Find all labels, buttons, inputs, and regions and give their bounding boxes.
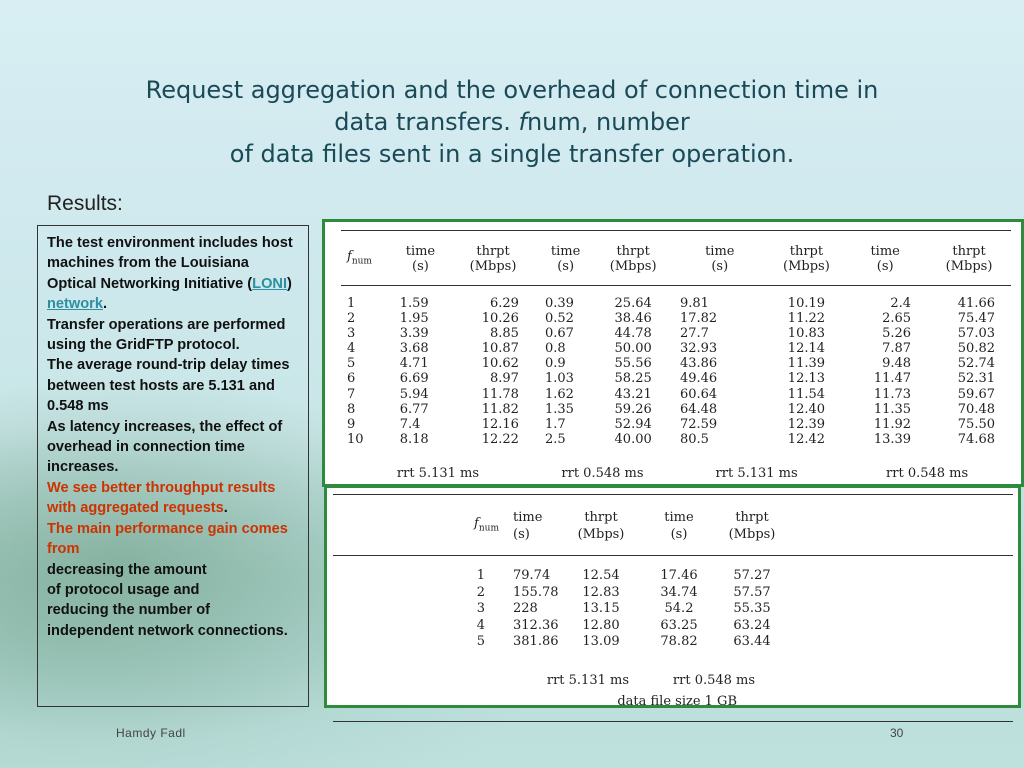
results-table-panel-2 (324, 486, 1021, 708)
table-cell: 12.13 (787, 371, 826, 387)
table-cell: 10.19 (787, 296, 826, 311)
table-cell: 63.25 (660, 617, 698, 633)
rtt-cell: rrt 0.548 ms (886, 465, 969, 481)
title-line-2-prefix: data transfers. (334, 108, 519, 136)
table-cell: 59.26 (614, 401, 652, 417)
header-top: time (405, 244, 436, 259)
table-cell: 8.97 (489, 371, 519, 387)
table-cell: 1 (347, 296, 356, 311)
header-unit: (Mbps) (783, 259, 830, 274)
table-cell: 43.86 (679, 356, 718, 372)
table-cell: 52.31 (957, 371, 995, 387)
table-cell: 10.62 (481, 356, 519, 372)
table-cell: 58.25 (614, 371, 652, 387)
table-row (341, 326, 1011, 341)
table-cell: 50.82 (957, 341, 995, 357)
table-cell: 11.35 (873, 401, 912, 417)
title-line-2-suffix: num, number (526, 108, 690, 136)
table-cell: 1.95 (399, 311, 429, 327)
table-cell: 11.54 (787, 386, 826, 402)
header-top: time (664, 510, 694, 525)
column-header (770, 231, 844, 286)
table-cell: 12.39 (787, 416, 826, 432)
table-cell: 7.4 (399, 416, 421, 432)
table-cell: 0.52 (544, 311, 574, 327)
table-row (333, 618, 1013, 635)
text-paragraph-7: decreasing the amount (47, 561, 207, 578)
rtt-cell: rrt 5.131 ms (546, 672, 629, 688)
table-cell: 13.15 (582, 601, 620, 617)
results-table-1-body (341, 286, 1011, 453)
table-cell: 38.46 (614, 311, 652, 327)
column-header (535, 231, 596, 286)
table-cell: 9 (347, 416, 356, 432)
results-table-1 (341, 230, 1011, 514)
text-paragraph-8: of protocol usage and (47, 581, 200, 598)
fnum-label: f (347, 248, 352, 264)
text-paragraph-9: reducing the number of independent network connections. (47, 602, 288, 639)
table-cell: 79.74 (513, 568, 551, 583)
title-line-2 (100, 106, 924, 138)
table-cell: 10 (347, 431, 364, 447)
table-cell: 1 (476, 568, 485, 583)
table-cell: 2 (476, 584, 485, 600)
table-row (333, 556, 1013, 585)
slide-title (100, 74, 924, 170)
table-cell: 52.94 (614, 416, 652, 432)
empty-header (787, 495, 1013, 556)
table-cell: 0.67 (544, 326, 574, 342)
table-row (341, 341, 1011, 356)
table-row (341, 432, 1011, 453)
header-top: thrpt (952, 244, 986, 259)
rtt-cell: rrt 0.548 ms (561, 465, 644, 481)
header-unit: (Mbps) (945, 259, 993, 274)
header-unit: (s) (513, 527, 530, 542)
table-cell: 2.5 (544, 431, 566, 447)
header-unit: (Mbps) (609, 259, 657, 274)
table-cell: 4 (347, 341, 356, 357)
rtt-row (341, 453, 1011, 485)
column-header (927, 231, 1011, 286)
header-unit: (Mbps) (469, 259, 517, 274)
table-cell: 8.18 (399, 431, 429, 447)
table-cell: 228 (513, 601, 538, 617)
text-paragraph-3: The average round-trip delay times between test hosts are 5.131 and 0.548 ms (47, 357, 290, 415)
table-cell: 3 (347, 326, 356, 342)
table-row (333, 585, 1013, 602)
table-cell: 1.7 (544, 416, 566, 432)
header-unit: (s) (557, 259, 575, 274)
title-line-2-italic: f (518, 108, 527, 136)
table-row (341, 417, 1011, 432)
table-row (341, 356, 1011, 371)
title-line-1: Request aggregation and the overhead of connection time in (145, 76, 879, 104)
header-top: thrpt (789, 244, 824, 259)
header-unit: (s) (670, 527, 688, 542)
table-cell: 10.83 (787, 326, 826, 342)
column-header (717, 495, 787, 556)
table-cell: 2.4 (890, 296, 912, 311)
table-cell: 5.26 (882, 326, 912, 342)
text-paragraph-4: As latency increases, the effect of overhead in connection time increases. (47, 418, 283, 476)
table-cell: 57.27 (733, 568, 771, 583)
empty-cell (787, 691, 1013, 722)
table-cell: 12.42 (787, 431, 826, 447)
header-unit: (Mbps) (577, 527, 625, 542)
table-row (333, 634, 1013, 659)
fnum-sub: num (351, 256, 372, 267)
table-header-row (341, 231, 1011, 286)
table-cell: 312.36 (513, 617, 559, 633)
text-span: ) (287, 275, 292, 292)
header-top: time (513, 510, 543, 525)
table-cell: 13.09 (582, 634, 620, 650)
table-cell: 12.80 (582, 617, 620, 633)
table-cell: 12.22 (481, 431, 519, 447)
description-textbox (37, 225, 309, 707)
table-cell: 6.77 (399, 401, 429, 417)
table-cell: 381.86 (513, 634, 559, 650)
empty-cell (787, 618, 1013, 635)
table-cell: 25.64 (614, 296, 652, 311)
table-cell: 63.24 (733, 617, 771, 633)
table-cell: 55.56 (614, 356, 652, 372)
table-cell: 70.48 (957, 401, 995, 417)
header-top: thrpt (735, 510, 769, 525)
table-cell: 72.59 (679, 416, 718, 432)
results-table-panel-1 (322, 219, 1024, 487)
rtt-row (333, 659, 1013, 691)
table-cell: 11.22 (787, 311, 826, 327)
table-cell: 2.65 (882, 311, 912, 327)
file-size-row (333, 691, 1013, 722)
table-cell: 13.39 (873, 431, 912, 447)
results-table-2-body (333, 556, 1013, 659)
table-cell: 5 (347, 356, 356, 372)
table-cell: 5.94 (399, 386, 429, 402)
table-cell: 12.16 (481, 416, 519, 432)
table-cell: 8 (347, 401, 356, 417)
table-cell: 17.46 (660, 568, 698, 583)
column-header (641, 495, 717, 556)
header-unit: (s) (711, 259, 729, 274)
text-span: . (223, 500, 228, 517)
column-header (390, 231, 451, 286)
table-cell: 7 (347, 386, 356, 402)
footer-page-number: 30 (890, 726, 904, 740)
table-cell: 49.46 (679, 371, 718, 387)
table-cell: 4.71 (399, 356, 429, 372)
empty-cell (787, 556, 1013, 585)
table-cell: 17.82 (679, 311, 718, 327)
table-cell: 64.48 (679, 401, 718, 417)
table-cell: 3.68 (399, 341, 429, 357)
table-cell: 155.78 (513, 584, 559, 600)
table-cell: 6.69 (399, 371, 429, 387)
results-table-2 (333, 494, 1013, 722)
table-cell: 1.03 (544, 371, 574, 387)
table-cell: 57.03 (957, 326, 995, 342)
table-cell: 55.35 (733, 601, 771, 617)
text-span: . (102, 296, 108, 313)
table-cell: 5 (476, 634, 485, 650)
table-cell: 11.82 (481, 401, 519, 417)
table-cell: 12.40 (787, 401, 826, 417)
header-top: time (550, 244, 581, 259)
fnum-sub: num (478, 523, 499, 534)
table-header-row (333, 495, 1013, 556)
text-paragraph-1 (47, 233, 300, 315)
header-unit: (s) (876, 259, 894, 274)
column-header (451, 231, 535, 286)
file-size-cell: data file size 1 GB (333, 691, 787, 722)
highlight-text: We see better throughput results with aggregated requests (47, 479, 276, 517)
table-cell: 1.35 (544, 401, 574, 417)
column-header (670, 231, 770, 286)
table-cell: 63.44 (733, 634, 771, 650)
column-header (513, 495, 561, 556)
loni-link[interactable]: LONI (252, 275, 288, 292)
empty-cell (787, 585, 1013, 602)
column-header (561, 495, 641, 556)
table-cell: 1.62 (544, 386, 574, 402)
table-row (341, 371, 1011, 386)
table-cell: 9.48 (882, 356, 912, 372)
table-cell: 59.67 (957, 386, 995, 402)
column-header (843, 231, 927, 286)
title-line-3: of data files sent in a single transfer operation. (229, 140, 795, 168)
rtt-cell: rrt 5.131 ms (396, 465, 480, 481)
table-cell: 3.39 (399, 326, 429, 342)
footer-author: Hamdy Fadl (116, 726, 186, 740)
table-cell: 3 (476, 601, 485, 617)
table-cell: 11.39 (787, 356, 826, 372)
header-top: thrpt (584, 510, 618, 525)
rtt-cell: rrt 0.548 ms (672, 672, 756, 688)
text-paragraph-6: The main performance gain comes from (47, 520, 288, 558)
table-cell: 0.39 (544, 296, 574, 311)
table-cell: 11.47 (873, 371, 912, 387)
rtt-cell: rrt 5.131 ms (715, 465, 798, 481)
table-cell: 11.73 (873, 386, 912, 402)
table-cell: 50.00 (614, 341, 652, 357)
text-paragraph-5 (47, 478, 300, 519)
table-row (341, 286, 1011, 312)
table-cell: 44.78 (614, 326, 652, 342)
header-unit: (s) (412, 259, 429, 274)
empty-cell (787, 659, 1013, 691)
table-cell: 11.92 (873, 416, 912, 432)
results-label: Results: (47, 192, 123, 215)
table-cell: 10.26 (481, 311, 519, 327)
header-unit: (Mbps) (728, 527, 776, 542)
table-cell: 57.57 (733, 584, 771, 600)
table-cell: 54.2 (664, 601, 694, 617)
table-cell: 52.74 (957, 356, 995, 372)
header-top: time (870, 244, 900, 259)
table-cell: 12.14 (787, 341, 826, 357)
fnum-label: f (474, 515, 479, 531)
table-cell: 10.87 (481, 341, 519, 357)
table-cell: 8.85 (489, 326, 519, 342)
empty-cell (787, 601, 1013, 618)
table-row (341, 387, 1011, 402)
header-top: thrpt (476, 244, 510, 259)
table-cell: 6 (347, 371, 356, 387)
table-row (341, 402, 1011, 417)
table-cell: 40.00 (614, 431, 652, 447)
table-cell: 75.50 (957, 416, 995, 432)
table-cell: 0.9 (544, 356, 566, 372)
table-cell: 9.81 (679, 296, 709, 311)
table-cell: 0.8 (544, 341, 566, 357)
empty-cell (787, 634, 1013, 659)
table-cell: 7.87 (882, 341, 912, 357)
table-cell: 4 (476, 617, 485, 633)
header-top: time (705, 244, 735, 259)
table-cell: 12.83 (582, 584, 620, 600)
table-cell: 11.78 (481, 386, 519, 402)
fnum-header (333, 495, 513, 556)
fnum-header (341, 231, 390, 286)
table-cell: 41.66 (957, 296, 995, 311)
table-cell: 34.74 (660, 584, 698, 600)
network-link[interactable]: network (47, 296, 103, 313)
table-cell: 1.59 (399, 296, 429, 311)
table-cell: 78.82 (660, 634, 698, 650)
table-cell: 74.68 (957, 431, 995, 447)
header-top: thrpt (616, 244, 650, 259)
table-cell: 32.93 (679, 341, 718, 357)
table-cell: 2 (347, 311, 356, 327)
table-cell: 27.7 (679, 326, 709, 342)
table-cell: 43.21 (614, 386, 652, 402)
text-paragraph-2: Transfer operations are performed using the GridFTP protocol. (47, 316, 286, 354)
table-cell: 80.5 (679, 431, 709, 447)
table-cell: 12.54 (582, 568, 620, 583)
table-row (341, 311, 1011, 326)
text-span: The test environment includes host machines from the Louisiana Optical Networking Initiative ( (47, 235, 293, 292)
table-row (333, 601, 1013, 618)
table-cell: 75.47 (957, 311, 995, 327)
table-cell: 60.64 (679, 386, 718, 402)
table-cell: 6.29 (489, 296, 519, 311)
column-header (596, 231, 670, 286)
